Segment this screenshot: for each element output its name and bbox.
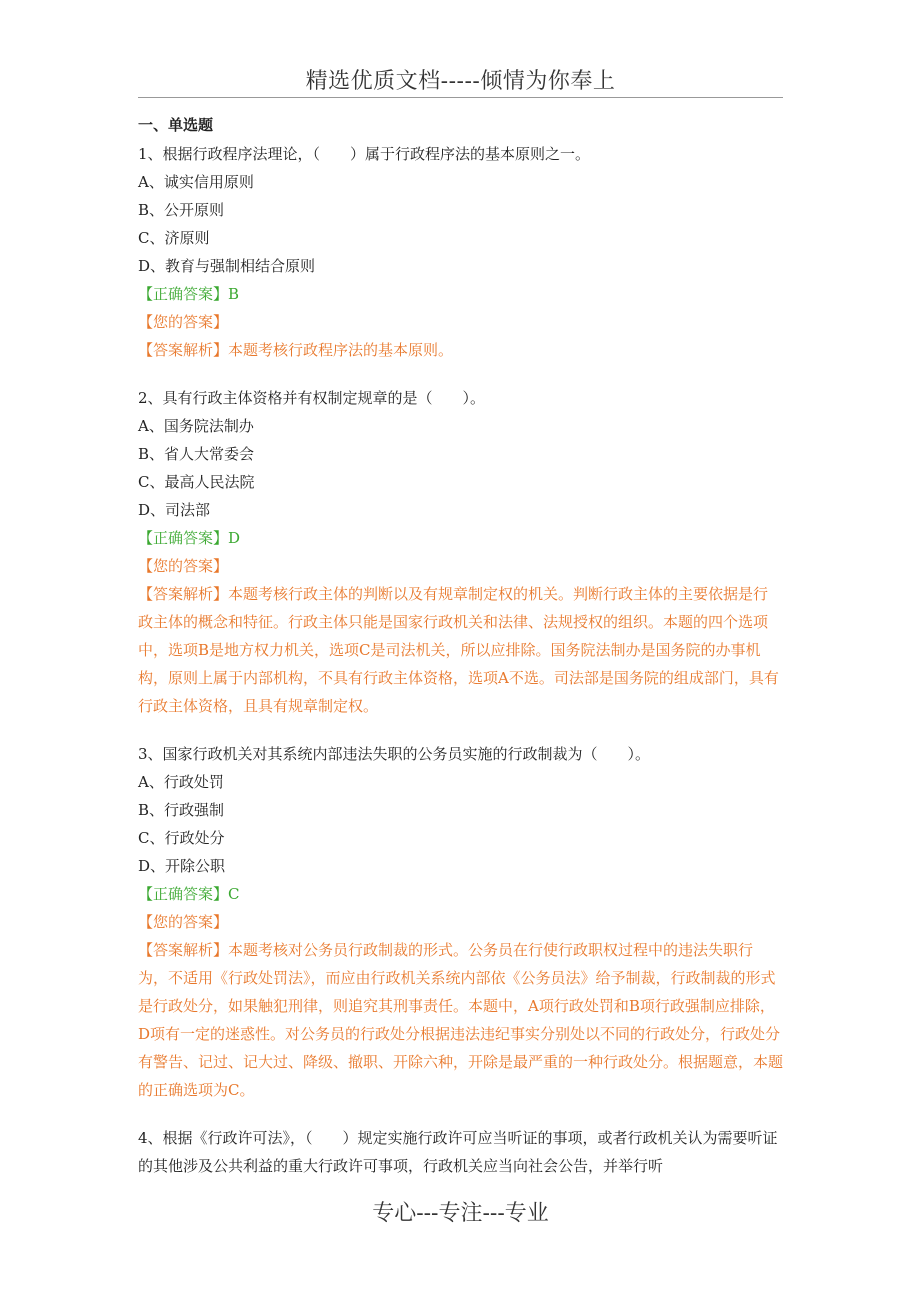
option-b: B、省人大常委会 [138,445,255,463]
question-stem: 2、具有行政主体资格并有权制定规章的是（ ）。 [138,389,486,407]
question-stem: 3、国家行政机关对其系统内部违法失职的公务员实施的行政制裁为（ ）。 [138,745,651,763]
correct-answer-value: D [228,529,241,547]
question-1 [138,140,783,364]
option-b: B、行政强制 [138,801,225,819]
page-header: 精选优质文档-----倾情为你奉上 [305,69,616,94]
correct-answer-label: 【正确答案】 [138,285,229,303]
option-c: C、行政处分 [138,829,225,847]
correct-answer-label: 【正确答案】 [138,885,229,903]
analysis-label: 【答案解析】 [138,941,229,959]
your-answer-label: 【您的答案】 [138,313,229,331]
option-c: C、最高人民法院 [138,473,255,491]
option-d: D、开除公职 [138,857,226,875]
your-answer-label: 【您的答案】 [138,557,229,575]
option-b: B、公开原则 [138,201,225,219]
answer-analysis [138,580,783,720]
analysis-text: 本题考核对公务员行政制裁的形式。公务员在行使行政职权过程中的违法失职行为，不适用《行政处罚法》，而应由行政机关系统内部依《公务员法》给予制裁，行政制裁的形式是行政处分，如果触犯刑律，则追究其刑事责任。本题中，A项行政处罚和B项行政强制应排除，D项有一定的迷惑性。对公务员的行政处分根据违法违纪事实分别处以不同的行政处分，行政处分有警告、记过、记大过、降级、撤职、开除六种，开除是最严重的一种行政处分。根据题意，本题的正确选项为C。 [138,941,784,1099]
header-divider [138,97,783,98]
question-4 [138,1124,783,1180]
correct-answer-value: B [228,285,240,303]
question-stem: 4、根据《行政许可法》，（ ）规定实施行政许可应当听证的事项，或者行政机关认为需要听证的其他涉及公共利益的重大行政许可事项，行政机关应当向社会公告，并举行听 [138,1129,778,1175]
analysis-label: 【答案解析】 [138,341,229,359]
correct-answer [138,524,783,552]
answer-analysis [138,336,783,364]
your-answer-label: 【您的答案】 [138,913,229,931]
question-stem: 1、根据行政程序法理论，（ ）属于行政程序法的基本原则之一。 [138,145,591,163]
option-a: A、国务院法制办 [138,417,254,435]
question-2 [138,384,783,720]
option-a: A、诚实信用原则 [138,173,254,191]
section-title: 一、单选题 [138,116,214,134]
correct-answer-value: C [228,885,240,903]
analysis-text: 本题考核行政主体的判断以及有规章制定权的机关。判断行政主体的主要依据是行政主体的概念和特征。行政主体只能是国家行政机关和法律、法规授权的组织。本题的四个选项中，选项B是地方权力机关，选项C是司法机关，所以应排除。国务院法制办是国务院的办事机构，原则上属于内部机构，不具有行政主体资格，选项A不选。司法部是国务院的组成部门，具有行政主体资格，且具有规章制定权。 [138,585,779,715]
correct-answer-label: 【正确答案】 [138,529,229,547]
option-d: D、司法部 [138,501,211,519]
document-body [138,114,783,1200]
page-footer: 专心---专注---专业 [372,1201,549,1226]
option-c: C、济原则 [138,229,210,247]
analysis-label: 【答案解析】 [138,585,229,603]
correct-answer [138,280,783,308]
analysis-text: 本题考核行政程序法的基本原则。 [228,341,454,359]
answer-analysis [138,936,783,1104]
option-a: A、行政处罚 [138,773,224,791]
correct-answer [138,880,783,908]
question-3 [138,740,783,1104]
option-d: D、教育与强制相结合原则 [138,257,316,275]
